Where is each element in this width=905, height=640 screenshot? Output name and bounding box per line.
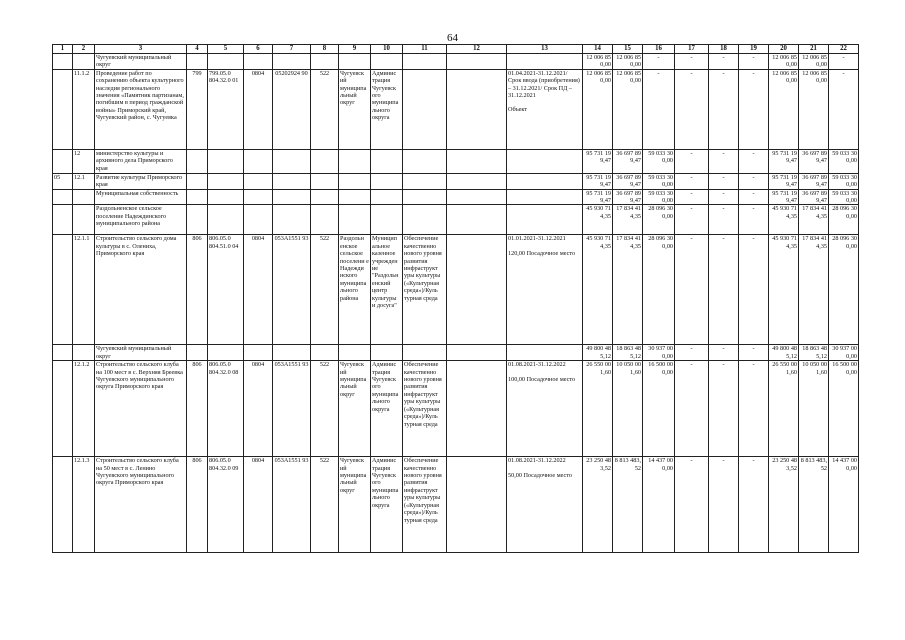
table-cell: -: [709, 457, 739, 553]
table-cell: 12 006 85 0,00: [769, 69, 799, 149]
table-cell: [273, 149, 311, 173]
table-cell: [311, 54, 339, 70]
table-cell: 95 731 19 9,47: [769, 149, 799, 173]
table-cell: -: [739, 457, 769, 553]
table-cell: 806: [187, 361, 208, 457]
table-cell: [507, 173, 583, 189]
table-cell: 49 800 48 5,12: [583, 345, 613, 361]
table-cell: -: [709, 173, 739, 189]
column-header: 18: [709, 45, 739, 54]
table-row: [53, 173, 859, 189]
table-cell: [403, 69, 447, 149]
table-cell: [339, 345, 371, 361]
table-body: [53, 54, 859, 553]
table-cell: [53, 345, 73, 361]
table-cell: [73, 205, 95, 235]
column-header: 8: [311, 45, 339, 54]
period-text: 01.04.2021-31.12.2021/ Срок ввода (приобретения) – 31.12.2021/ Срок ПД – 31.12.2021: [508, 69, 580, 100]
column-header: 21: [799, 45, 829, 54]
table-cell: 053A1551 93: [273, 361, 311, 457]
table-cell: 799: [187, 69, 208, 149]
table-cell: 26 550 00 1,60: [769, 361, 799, 457]
table-row: [53, 189, 859, 205]
table-cell: [403, 205, 447, 235]
table-cell: [339, 54, 371, 70]
table-cell: [403, 173, 447, 189]
table-row: [53, 205, 859, 235]
table-cell: [447, 235, 507, 345]
table-cell: [371, 54, 403, 70]
table-cell: [507, 235, 583, 345]
table-cell: Строительство сельского клуба на 50 мест в с. Ленино Чугуевского муниципального округа Приморского края: [95, 457, 187, 553]
table-cell: Админис трация Чугуевск ого муниципа льного округа: [371, 457, 403, 553]
table-cell: [447, 54, 507, 70]
table-cell: Обеспечение качественно нового уровня развития инфраструкт уры культуры («Культурная среда»)/Куль турная среда: [403, 361, 447, 457]
table-cell: [208, 205, 244, 235]
column-header: 15: [613, 45, 643, 54]
table-cell: -: [675, 189, 709, 205]
table-cell: -: [709, 345, 739, 361]
table-cell: -: [709, 205, 739, 235]
period-text: 01.01.2021-31.12.2021: [508, 235, 566, 243]
table-row: [53, 54, 859, 70]
column-header: 1: [53, 45, 73, 54]
page-number: 64: [447, 32, 458, 44]
table-cell: [447, 361, 507, 457]
column-header: 6: [244, 45, 273, 54]
table-cell: Раздольненское сельское поселение Надеждинского муниципального района: [95, 205, 187, 235]
table-cell: -: [739, 69, 769, 149]
table-cell: 0804: [244, 457, 273, 553]
table-cell: [507, 69, 583, 149]
table-cell: [371, 149, 403, 173]
table-cell: [273, 189, 311, 205]
table-cell: [187, 54, 208, 70]
table-cell: [507, 345, 583, 361]
table-cell: [339, 149, 371, 173]
table-cell: 18 863 48 5,12: [799, 345, 829, 361]
table-cell: [273, 205, 311, 235]
table-cell: 10 050 00 1,60: [799, 361, 829, 457]
table-cell: [447, 345, 507, 361]
table-cell: 28 096 30 0,00: [643, 205, 675, 235]
table-cell: [371, 345, 403, 361]
table-cell: 36 697 89 9,47: [613, 189, 643, 205]
table-cell: 12 006 85 0,00: [613, 69, 643, 149]
table-cell: 59 033 30 0,00: [829, 173, 859, 189]
table-cell: [403, 189, 447, 205]
table-cell: 16 500 00 0,00: [643, 361, 675, 457]
table-cell: -: [675, 149, 709, 173]
table-cell: -: [739, 149, 769, 173]
table-cell: 522: [311, 361, 339, 457]
table-cell: [311, 189, 339, 205]
table-cell: 12 006 85 0,00: [583, 54, 613, 70]
table-cell: -: [643, 69, 675, 149]
table-cell: [339, 189, 371, 205]
table-cell: [311, 345, 339, 361]
table-cell: 12.1.3: [73, 457, 95, 553]
table-row: [53, 235, 859, 345]
table-cell: [507, 205, 583, 235]
table-cell: -: [739, 361, 769, 457]
column-header: 17: [675, 45, 709, 54]
table-cell: [53, 361, 73, 457]
table-cell: 45 930 71 4,35: [769, 205, 799, 235]
table-cell: [187, 345, 208, 361]
table-cell: Чугуевский муниципальный округ: [95, 345, 187, 361]
table-cell: [53, 189, 73, 205]
table-cell: 28 096 30 0,00: [643, 235, 675, 345]
table-cell: [208, 189, 244, 205]
table-cell: -: [675, 173, 709, 189]
table-cell: [311, 205, 339, 235]
column-header: 5: [208, 45, 244, 54]
table-cell: 36 697 89 9,47: [799, 189, 829, 205]
table-cell: 522: [311, 457, 339, 553]
table-cell: Чугуевск ий муниципа льный округ: [339, 457, 371, 553]
table-cell: 95 731 19 9,47: [583, 173, 613, 189]
table-cell: -: [829, 54, 859, 70]
table-cell: 23 250 48 3,52: [769, 457, 799, 553]
table-cell: 95 731 19 9,47: [769, 189, 799, 205]
column-header: 22: [829, 45, 859, 54]
table-cell: [73, 189, 95, 205]
table-cell: 28 096 30 0,00: [829, 205, 859, 235]
table-cell: 806: [187, 235, 208, 345]
table-cell: [507, 189, 583, 205]
table-cell: -: [709, 69, 739, 149]
column-header: 11: [403, 45, 447, 54]
table-cell: [208, 54, 244, 70]
capacity-text: 100,00 Посадочное место: [508, 375, 576, 383]
table-cell: Чугуевск ий муниципа льный округ: [339, 69, 371, 149]
table-cell: 12.1: [73, 173, 95, 189]
table-cell: [73, 54, 95, 70]
table-cell: [187, 149, 208, 173]
column-header: 9: [339, 45, 371, 54]
table-cell: 45 930 71 4,35: [583, 235, 613, 345]
table-row: [53, 149, 859, 173]
table-cell: 28 096 30 0,00: [829, 235, 859, 345]
table-cell: 45 930 71 4,35: [583, 205, 613, 235]
table-cell: 806.05.0 804.51.0 04: [208, 235, 244, 345]
table-cell: 05: [53, 173, 73, 189]
table-cell: 30 937 00 0,00: [829, 345, 859, 361]
column-header: 16: [643, 45, 675, 54]
table-cell: [311, 173, 339, 189]
table-cell: [339, 173, 371, 189]
table-cell: [53, 205, 73, 235]
table-cell: 59 033 30 0,00: [643, 189, 675, 205]
table-cell: -: [829, 69, 859, 149]
period-text: 01.08.2021-31.12.2022: [508, 361, 566, 369]
column-header: 4: [187, 45, 208, 54]
table-cell: 053A1551 93: [273, 457, 311, 553]
table-cell: Админис трация Чугуевск ого муниципа льного округа: [371, 69, 403, 149]
table-cell: 053A1551 93: [273, 235, 311, 345]
table-cell: [311, 149, 339, 173]
table-cell: Строительство сельского клуба на 100 мест в с. Верхняя Бреевка Чугуевского муниципального округа Приморского края: [95, 361, 187, 457]
table-cell: 36 697 89 9,47: [799, 173, 829, 189]
table-cell: [447, 69, 507, 149]
table-cell: 12.1.1: [73, 235, 95, 345]
table-cell: [244, 205, 273, 235]
table-cell: 799.05.0 804.32.0 01: [208, 69, 244, 149]
table-cell: [507, 361, 583, 457]
table-cell: -: [675, 457, 709, 553]
table-cell: 17 834 41 4,35: [613, 235, 643, 345]
table-cell: Строительство сельского дома культуры в с. Олениха, Приморского края: [95, 235, 187, 345]
column-header: 20: [769, 45, 799, 54]
capacity-text: 120,00 Посадочное место: [508, 249, 576, 257]
table-cell: [208, 345, 244, 361]
table-cell: [447, 205, 507, 235]
table-cell: 0804: [244, 235, 273, 345]
table-cell: [208, 149, 244, 173]
table-cell: 12 006 85 0,00: [769, 54, 799, 70]
table-cell: [187, 173, 208, 189]
table-cell: [339, 205, 371, 235]
table-cell: Обеспечение качественно нового уровня развития инфраструкт уры культуры («Культурная среда»)/Куль турная среда: [403, 235, 447, 345]
table-cell: 14 437 00 0,00: [829, 457, 859, 553]
table-cell: 16 500 00 0,00: [829, 361, 859, 457]
table-cell: 18 863 48 5,12: [613, 345, 643, 361]
table-cell: 05202924 90: [273, 69, 311, 149]
column-header: 12: [447, 45, 507, 54]
table-cell: -: [675, 235, 709, 345]
table-cell: 0804: [244, 361, 273, 457]
table-cell: 59 033 30 0,00: [643, 173, 675, 189]
table-cell: Раздольн енское сельское поселени е Надежди нского муниципа льного района: [339, 235, 371, 345]
table-cell: [244, 189, 273, 205]
table-cell: [73, 345, 95, 361]
column-header: 2: [73, 45, 95, 54]
table-cell: [53, 457, 73, 553]
table-cell: 45 930 71 4,35: [769, 235, 799, 345]
table-cell: 8 813 483, 52: [799, 457, 829, 553]
table-cell: -: [675, 205, 709, 235]
table-cell: 0804: [244, 69, 273, 149]
period-text: 01.08.2021-31.12.2022: [508, 457, 566, 465]
table-cell: 11.1.2: [73, 69, 95, 149]
table-cell: -: [675, 69, 709, 149]
table-row: [53, 69, 859, 149]
table-cell: [403, 149, 447, 173]
column-header: 19: [739, 45, 769, 54]
table-cell: 806.05.0 804.32.0 09: [208, 457, 244, 553]
table-cell: [244, 345, 273, 361]
table-cell: Проведение работ по сохранению объекта культурного наследия регионального значения «Памятник партизанам, погибшим в период гражданской войны» Приморский край, Чугуевский район, с. Чугуевка: [95, 69, 187, 149]
table-cell: 36 697 89 9,47: [799, 149, 829, 173]
table-cell: [371, 205, 403, 235]
column-header: 14: [583, 45, 613, 54]
table-cell: -: [739, 173, 769, 189]
table-cell: 12: [73, 149, 95, 173]
table-cell: 49 800 48 5,12: [769, 345, 799, 361]
table-cell: -: [709, 361, 739, 457]
table-cell: -: [739, 189, 769, 205]
column-header: 3: [95, 45, 187, 54]
table-cell: [507, 54, 583, 70]
table-cell: [371, 189, 403, 205]
capacity-text: Объект: [508, 106, 528, 114]
table-cell: Админис трация Чугуевск ого муниципа льного округа: [371, 361, 403, 457]
table-cell: 59 033 30 0,00: [829, 149, 859, 173]
table-cell: 23 250 48 3,52: [583, 457, 613, 553]
table-cell: [507, 149, 583, 173]
table-cell: [244, 173, 273, 189]
table-cell: 806.05.0 804.32.0 08: [208, 361, 244, 457]
table-cell: -: [643, 54, 675, 70]
table-cell: 17 834 41 4,35: [799, 205, 829, 235]
table-cell: 522: [311, 235, 339, 345]
table-cell: Чугуевск ий муниципа льный округ: [339, 361, 371, 457]
table-cell: 36 697 89 9,47: [613, 173, 643, 189]
table-cell: 10 050 00 1,60: [613, 361, 643, 457]
table-cell: -: [709, 149, 739, 173]
table-cell: 17 834 41 4,35: [613, 205, 643, 235]
table-cell: 59 033 30 0,00: [643, 149, 675, 173]
table-cell: -: [739, 205, 769, 235]
table-cell: [187, 205, 208, 235]
table-cell: [53, 235, 73, 345]
table-row: [53, 361, 859, 457]
table-cell: -: [709, 235, 739, 345]
table-cell: Муницип альное казенное учрежден ие "Раздольн енский центр культуры и досуга": [371, 235, 403, 345]
table-cell: 17 834 41 4,35: [799, 235, 829, 345]
table-cell: -: [739, 345, 769, 361]
table-cell: -: [709, 54, 739, 70]
table-cell: [447, 189, 507, 205]
table-cell: -: [739, 235, 769, 345]
table-cell: 30 937 00 0,00: [643, 345, 675, 361]
data-table: [52, 44, 859, 553]
table-cell: [447, 173, 507, 189]
column-header: 7: [273, 45, 311, 54]
table-cell: [447, 457, 507, 553]
table-cell: [53, 149, 73, 173]
table-row: [53, 457, 859, 553]
table-cell: 14 437 00 0,00: [643, 457, 675, 553]
table-cell: [447, 149, 507, 173]
table-cell: 95 731 19 9,47: [769, 173, 799, 189]
table-cell: 12 006 85 0,00: [799, 54, 829, 70]
table-row: [53, 345, 859, 361]
table-cell: 26 550 00 1,60: [583, 361, 613, 457]
table-cell: [187, 189, 208, 205]
table-cell: 12 006 85 0,00: [799, 69, 829, 149]
capacity-text: 50,00 Посадочное место: [508, 471, 572, 479]
table-cell: -: [675, 345, 709, 361]
table-cell: [371, 173, 403, 189]
table-cell: -: [675, 54, 709, 70]
table-cell: [244, 54, 273, 70]
table-cell: 95 731 19 9,47: [583, 149, 613, 173]
table-cell: [53, 54, 73, 70]
column-header: 10: [371, 45, 403, 54]
column-header: 13: [507, 45, 583, 54]
table-cell: [403, 54, 447, 70]
table-cell: 522: [311, 69, 339, 149]
table-cell: -: [675, 361, 709, 457]
table-cell: 806: [187, 457, 208, 553]
table-cell: [208, 173, 244, 189]
table-cell: [273, 345, 311, 361]
table-cell: Развитие культуры Приморского края: [95, 173, 187, 189]
header-row: [53, 45, 859, 54]
table-cell: Муниципальная собственность: [95, 189, 187, 205]
table-cell: 12 006 85 0,00: [613, 54, 643, 70]
table-cell: [273, 173, 311, 189]
table-cell: министерство культуры и архивного дела Приморского края: [95, 149, 187, 173]
table-cell: -: [739, 54, 769, 70]
table-cell: -: [709, 189, 739, 205]
table-cell: [244, 149, 273, 173]
table-cell: [53, 69, 73, 149]
table-cell: Чугуевский муниципальный округ: [95, 54, 187, 70]
table-cell: 8 813 483, 52: [613, 457, 643, 553]
table-cell: 59 033 30 0,00: [829, 189, 859, 205]
table-cell: 12 006 85 0,00: [583, 69, 613, 149]
table-cell: 12.1.2: [73, 361, 95, 457]
table-cell: [273, 54, 311, 70]
table-cell: [507, 457, 583, 553]
table-cell: Обеспечение качественно нового уровня развития инфраструкт уры культуры («Культурная среда»)/Куль турная среда: [403, 457, 447, 553]
table-cell: 36 697 89 9,47: [613, 149, 643, 173]
table-cell: [403, 345, 447, 361]
table-cell: 95 731 19 9,47: [583, 189, 613, 205]
